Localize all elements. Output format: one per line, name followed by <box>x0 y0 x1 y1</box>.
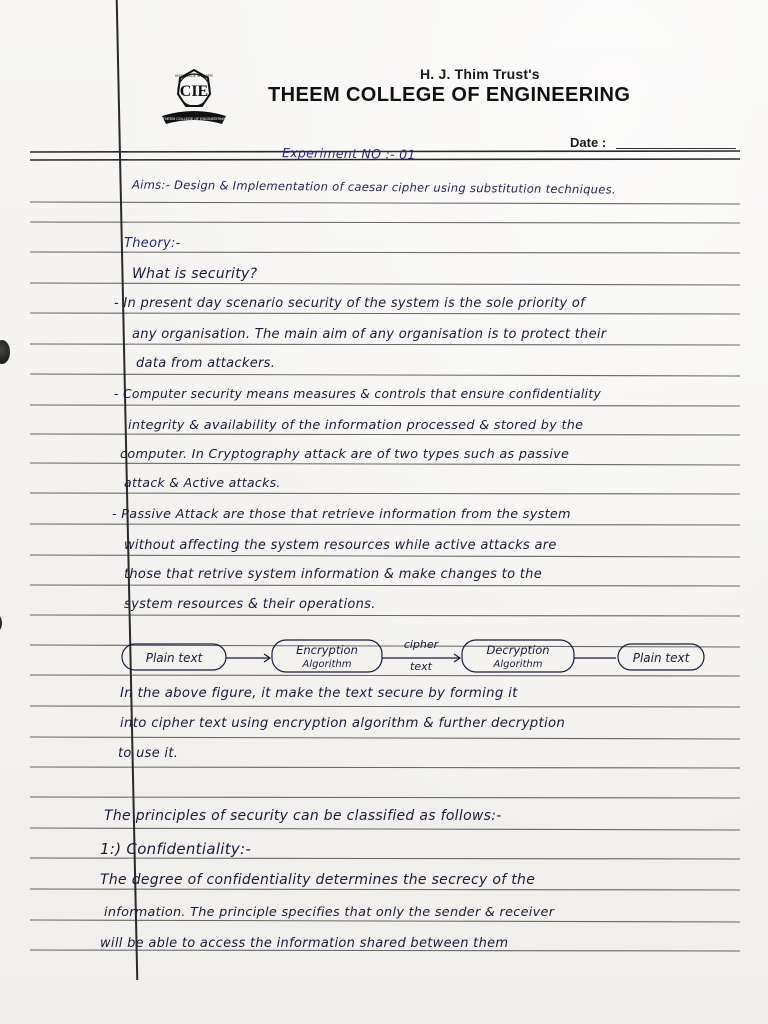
ruled-line <box>30 767 740 768</box>
diagram-plaintext-input: Plain text <box>145 651 203 665</box>
ruled-line <box>30 615 740 616</box>
aim-text: Aims:- Design & Implementation of caesar cipher using substitution techniques. <box>131 177 616 197</box>
handwritten-line: - Passive Attack are those that retrieve information from the system <box>112 507 571 522</box>
diagram-plaintext-output: Plain text <box>632 651 690 665</box>
handwritten-line: into cipher text using encryption algorithm & further decryption <box>120 716 566 731</box>
encryption-flow-diagram <box>118 632 718 680</box>
date-field-line <box>616 148 736 149</box>
ruled-line <box>30 737 740 739</box>
logo-banner-text: THEEM COLLEGE OF ENGINEERING <box>162 117 226 121</box>
ruled-line <box>30 313 740 314</box>
diagram-decryption-label: Decryption <box>486 643 550 657</box>
handwritten-line: data from attackers. <box>136 356 276 371</box>
diagram-cipher-label: cipher <box>403 638 439 651</box>
college-name: THEEM COLLEGE OF ENGINEERING <box>268 84 631 106</box>
handwritten-line: any organisation. The main aim of any organisation is to protect their <box>132 327 607 342</box>
ruled-line <box>30 202 740 204</box>
ruled-line <box>30 706 740 707</box>
ruled-line <box>30 889 740 890</box>
handwritten-line: What is security? <box>132 266 258 282</box>
trust-name: H. J. Thim Trust's <box>420 66 540 82</box>
confidentiality-heading: 1:) Confidentiality:- <box>100 840 252 858</box>
ruled-line <box>30 797 740 798</box>
handwritten-line: system resources & their operations. <box>124 597 376 612</box>
ruled-line <box>30 828 740 830</box>
date-label: Date : <box>570 135 607 150</box>
ruled-line <box>30 222 740 223</box>
handwritten-line: integrity & availability of the information processed & stored by the <box>128 418 584 433</box>
diagram-encryption-sublabel: Algorithm <box>302 659 352 670</box>
handwritten-line: those that retrive system information & make changes to the <box>124 567 542 582</box>
handwritten-line: computer. In Cryptography attack are of two types such as passive <box>120 447 570 462</box>
handwritten-line: In the above figure, it make the text secure by forming it <box>120 686 518 701</box>
ruled-line <box>30 434 740 435</box>
handwritten-line: attack & Active attacks. <box>124 475 281 490</box>
logo-letters: CIE <box>179 83 209 100</box>
diagram-cipher-sublabel: text <box>410 660 432 673</box>
principles-heading: The principles of security can be classified as follows:- <box>104 808 502 824</box>
ruled-line <box>30 493 740 494</box>
ruled-line <box>30 858 740 859</box>
diagram-decryption-sublabel: Algorithm <box>493 659 543 670</box>
handwritten-line: will be able to access the information shared between them <box>100 936 509 951</box>
ruled-line <box>30 344 740 345</box>
handwritten-line: - Computer security means measures & controls that ensure confidentiality <box>114 387 602 401</box>
diagram-encryption-label: Encryption <box>296 643 358 657</box>
ruled-line <box>30 374 740 376</box>
ruled-line <box>30 524 740 525</box>
experiment-number: Experiment NO :- 01 <box>281 145 416 162</box>
ruled-line <box>30 252 740 253</box>
logo-ring-text: KNOWLEDGE IS POWER <box>175 74 213 78</box>
handwritten-line: The degree of confidentiality determines the secrecy of the <box>100 872 536 888</box>
handwritten-line: to use it. <box>118 746 179 761</box>
ruled-line <box>30 555 740 557</box>
ruled-line <box>30 405 740 406</box>
handwritten-line: without affecting the system resources while active attacks are <box>124 538 557 553</box>
handwritten-line: - In present day scenario security of the system is the sole priority of <box>114 296 585 311</box>
handwritten-line: information. The principle specifies that only the sender & receiver <box>104 905 555 920</box>
ruled-line <box>30 283 740 285</box>
college-logo <box>156 66 232 134</box>
ruled-line <box>30 463 740 465</box>
ruled-line <box>30 585 740 586</box>
theory-heading: Theory:- <box>124 236 181 251</box>
